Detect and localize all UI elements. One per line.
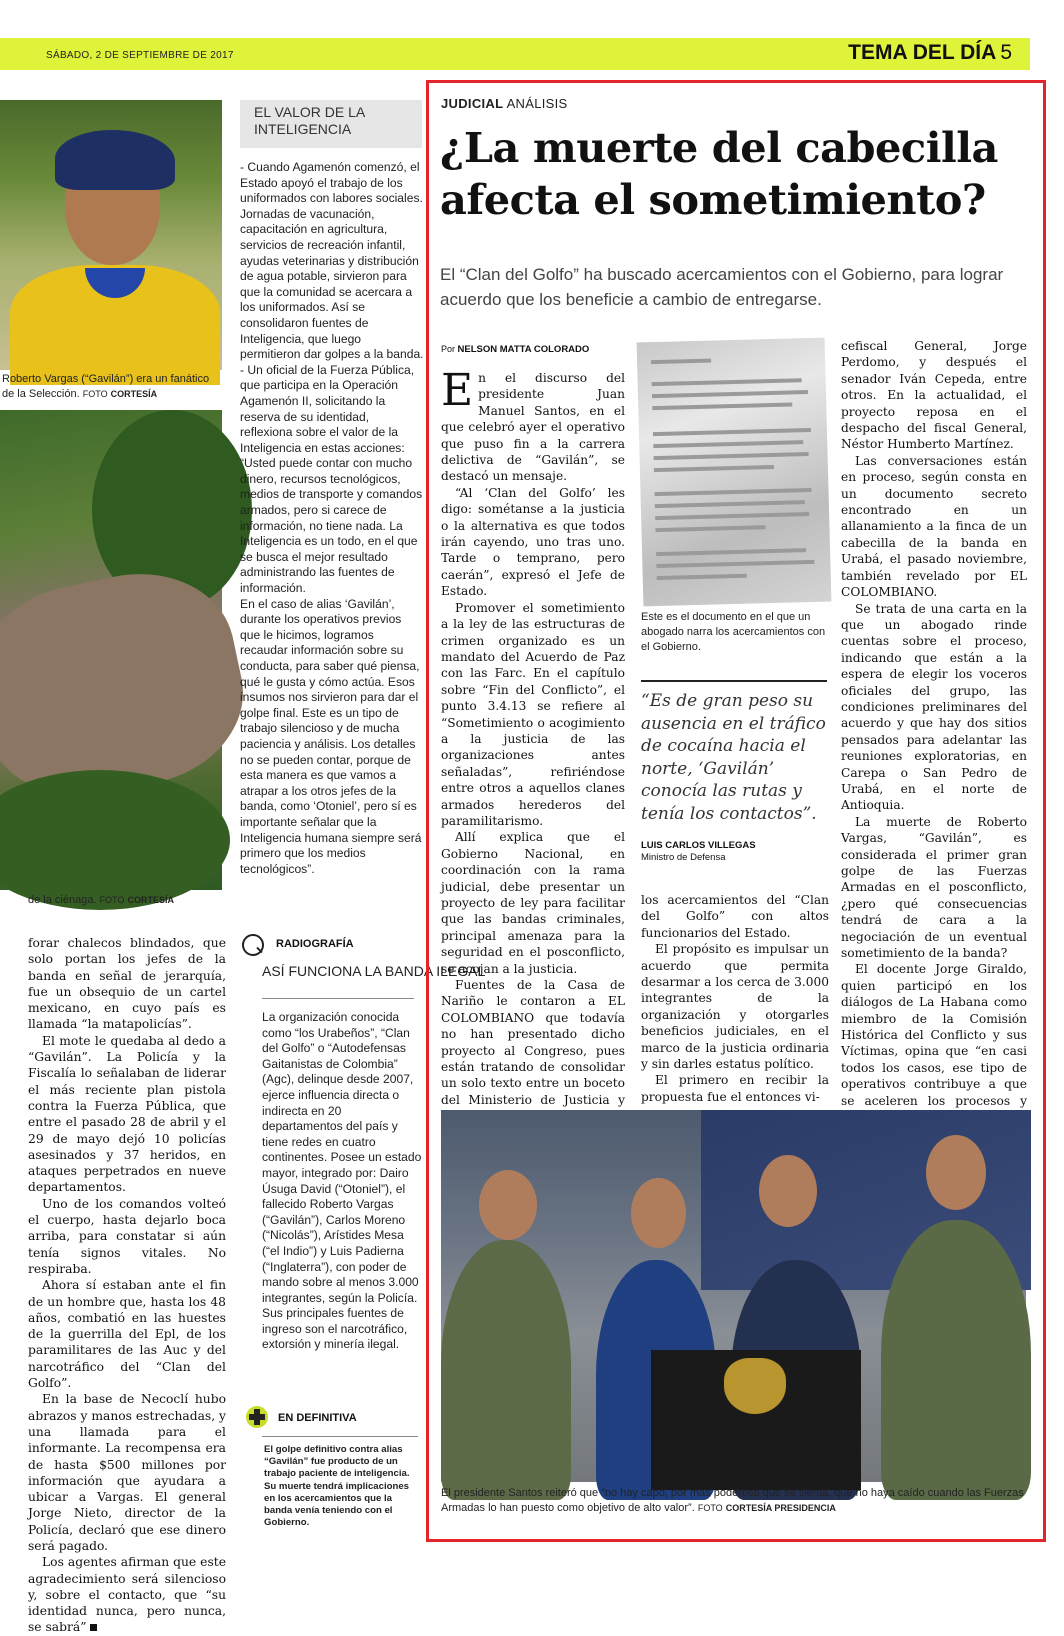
article-column-2 [641, 892, 829, 1105]
gavilan-photo-caption: Roberto Vargas (“Gavilán”) era un fanático de la Selección. FOTO CORTESÍA [2, 373, 210, 400]
divider [262, 998, 414, 999]
paragraph-last: Los agentes afirman que este agradecimiento será silencioso y, sobre el contacto, que “su identidad nunca, pero nunca, se sabrá” [28, 1555, 226, 1635]
press-conference-photo [441, 1110, 1026, 1482]
drop-cap: E [441, 365, 474, 416]
article-headline: ¿La muerte del cabecilla afecta el sometimiento? [440, 123, 998, 224]
end-mark-icon [90, 1624, 97, 1631]
left-body-column [28, 935, 226, 1636]
paragraph: los acercamientos del “Clan del Golfo” con altos funcionarios del Estado. [641, 893, 829, 940]
divider [262, 1436, 418, 1437]
en-definitiva-body: El golpe definitivo contra alias “Gavilán” fue producto de un trabajo paciente de inteligencia. Su muerte tendrá implicaciones en los acercamientos que la banda venía teniendo con el Gobierno. [264, 1444, 410, 1529]
en-definitiva-label: EN DEFINITIVA [278, 1412, 357, 1424]
sidebar-paragraph: En el caso de alias ‘Gavilán’, durante los operativos previos que le hicimos, logramos recaudar información sobre su conducta, para saber qué piensa, qué le gusta y cómo actúa. Esos insumos nos sirvieron para dar el golpe final. Este es un tipo de trabajo silencioso y de mucha paciencia y análisis. Los detalles no se pueden contar, porque de esta manera es que vamos a atrapar a los otros jefes de la banda, como ‘Otoniel’, pero sí es importante señalar que la Inteligencia humana siempre será primero que los medios tecnológicos”. [240, 596, 422, 876]
paragraph: Fuentes de la Casa de Nariño le contaron a EL COLOMBIANO que todavía no han presentado dicho proyecto al Congreso, pues están tratando de consolidar un solo texto entre un boceto del Ministerio de Justicia y [441, 978, 625, 1107]
radiografia-body: La organización conocida como “los Urabeños”, “Clan del Golfo” o “Autodefensas Gaitanistas de Colombia” (Agc), delinque desde 2007, ejerce influencia directa o indirecta en 20 departamentos del país y tiene redes en cuatro continentes. Posee un estado mayor, integrado por: Dairo Úsuga David (“Otoniel”), el fallecido Roberto Vargas (“Gavilán”), Carlos Moreno (“Nicolás”), Arístides Mesa (“el Indio”) y Luis Padierna (“Inglaterra”), con poder de mando sobre al menos 3.000 integrantes, según la Policía. Sus principales fuentes de ingreso son el narcotráfico, extorsión y minería ilegal. [262, 1010, 422, 1352]
pull-quote: “Es de gran peso su ausencia en el tráfico de cocaína hacia el norte, ‘Gavilán’ conocía las rutas y tenía los contactos”. [641, 691, 826, 824]
cross-icon [246, 1406, 268, 1428]
paragraph: El propósito es impulsar un acuerdo que permita desarmar a los cerca de 3.000 integrantes de la organización y otorgarles beneficios judiciales, en el marco de la justicia ordinaria y sin darles estatus político. [641, 942, 829, 1072]
paragraph: El docente Jorge Giraldo, quien participó en los diálogos de La Habana como miembro de la Comisión Histórica del Conflicto y sus Víctimas, opina que “en casi todos los casos, ese tipo de operativos contribuye a que se aceleren los procesos y [841, 962, 1027, 1108]
quote-author: LUIS CARLOS VILLEGAS [641, 840, 756, 851]
press-photo-caption: El presidente Santos reiteró que “no hay capo, por más poderoso que se sienta, que no haya caído cuando las Fuerzas Armadas lo han puesto como objetivo de alto valor”. FOTO CORTESÍA PRESIDENCIA [441, 1487, 1024, 1514]
paragraph: forar chalecos blindados, que solo portan los jefes de la banda en señal de jerarquía, fue un obsequio de un cartel mexicano, en cuyo país es llamada “la matapolicías”. [28, 936, 226, 1032]
paragraph: Las conversaciones están en proceso, según consta en un documento secreto encontrado en un allanamiento a la finca de un cabecilla de la banda en Urabá, el pasado noviembre, también revelado por EL COLOMBIANO. [841, 453, 1027, 600]
swamp-photo-caption: de la ciénaga. FOTO CORTESÍA [28, 894, 174, 906]
coat-of-arms-icon [724, 1358, 786, 1414]
radiografia-title: ASÍ FUNCIONA LA BANDA ILEGAL [262, 963, 486, 979]
paragraph: cefiscal General, Jorge Perdomo, y después el senador Iván Cepeda, entre otros. En la actualidad, el proyecto reposa en el despacho del fiscal General, Néstor Humberto Martínez. [841, 339, 1027, 452]
swamp-photo [0, 410, 222, 890]
quote-role: Ministro de Defensa [641, 852, 726, 863]
document-photo [637, 338, 832, 607]
sidebar-paragraph: “Usted puede contar con mucho dinero, recursos tecnológicos, medios de transporte y comandos armados, pero si carece de información, no tiene nada. La Inteligencia es un todo, en el que se busca el mejor resultado administrando las fuentes de información. [240, 456, 423, 596]
document-photo-caption: Este es el documento en el que un abogado narra los acercamientos con el Gobierno. [641, 611, 826, 653]
paragraph-lead: En el discurso del presidente Juan Manuel Santos, en el que celebró ayer el operativo que puso fin a la carrera delictiva de “Gavilán”, se destacó un mensaje. [441, 365, 625, 484]
page-number: 5 [1000, 41, 1012, 64]
paragraph: Uno de los comandos volteó el cuerpo, hasta dejarlo boca arriba, para constatar si aún tenía signos vitales. No respiraba. [28, 1196, 226, 1276]
sidebar-paragraph: - Cuando Agamenón comenzó, el Estado apoyó el trabajo de los uniformados con labores sociales. Jornadas de vacunación, capacitación en agricultura, servicios de recreación infantil, ayudas veterinarias y distribución de agua potable, sirvieron para que la comunidad se acercara a los uniformados. Así se consolidaron fuentes de Inteligencia, que luego permitieron dar golpes a la banda. [240, 160, 424, 362]
article-deck: El “Clan del Golfo” ha buscado acercamientos con el Gobierno, para lograr acuerdo que los beneficie a cambio de entregarse. [440, 265, 1004, 309]
paragraph: Promover el sometimiento a la ley de las estructuras de crimen organizado es un mandato del Acuerdo de Paz con las Farc. En el capítulo sobre “Fin del Conflicto”, el punto 3.4.13 se refiere al “Sometimiento o acogimiento a la justicia de las organizaciones antes señaladas”, refiriéndose entre otros a aquellos clanes armados herederos del paramilitarismo. [441, 600, 625, 828]
page-header-bar [0, 38, 1030, 70]
article-kicker: JUDICIAL ANÁLISIS [441, 96, 568, 111]
section-title [848, 41, 1012, 65]
paragraph: El primero en recibir la propuesta fue el entonces vi- [641, 1073, 829, 1104]
sidebar-title: EL VALOR DE LA INTELIGENCIA [240, 100, 422, 148]
magnifier-icon [242, 934, 264, 956]
paragraph: Se trata de una carta en la que un abogado rinde cuentas sobre el proceso, indicando que están a la espera de elegir los voceros oficiales del grupo, las condiciones preliminares del acuerdo y que hay dos sitios pensados para adelantar las reuniones exploratorias, en Carepa o San Pedro de Urabá, en el norte de Antioquia. [841, 601, 1027, 813]
paragraph: “Al ‘Clan del Golfo’ les digo: sométanse a la justicia o la alternativa es que todos irán cayendo, uno tras uno. Tarde o temprano, pero caerán”, expresó el Jefe de Estado. [441, 485, 625, 599]
sidebar-paragraph: - Un oficial de la Fuerza Pública, que participa en la Operación Agamenón II, solicitando la reserva de su identidad, reflexiona sobre el valor de la Inteligencia en estas acciones: [240, 362, 415, 455]
paragraph: Allí explica que el Gobierno Nacional, en coordinación con la rama judicial, debe presentar un proyecto de ley para facilitar que las bandas criminales, principal amenaza para la seguridad en el posconflicto, se acojan a la justicia. [441, 830, 625, 976]
sidebar-body [240, 160, 424, 877]
radiografia-label: RADIOGRAFÍA [276, 938, 354, 950]
quote-rule [641, 680, 827, 682]
paragraph: En la base de Necoclí hubo abrazos y manos estrechadas, y una llamada para el informante. La recompensa era de hasta $500 millones por información que ayudara a ubicar a Vargas. El general Jorge Nieto, director de la Policía, declaró que ese dinero será pagado. [28, 1392, 227, 1553]
byline: Por NELSON MATTA COLORADO [441, 344, 590, 355]
paragraph: Ahora sí estaban ante el fin de un hombre que, hasta los 48 años, combatió en las huestes de la guerrilla del Epl, de los paramilitares de las Auc y del narcotráfico del “Clan del Golfo”. [28, 1278, 226, 1391]
paragraph: La muerte de Roberto Vargas, “Gavilán”, es considerada el primer gran golpe de las Fuerzas Armadas en el posconflicto, ¿pero qué consecuencias tendrá de cara a la negociación de un eventual sometimiento de la banda? [841, 814, 1027, 961]
paragraph: El mote le quedaba al dedo a “Gavilán”. La Policía y la Fiscalía lo señalaban de liderar el más reciente plan pistola contra la Fuerza Pública, que entre el pasado 28 de abril y el 29 de mayo dejó 10 policías asesinados y 37 heridos, en ataques perpetrados en nueve departamentos. [28, 1033, 226, 1195]
gavilan-photo [0, 100, 222, 370]
section-name: TEMA DEL DÍA [848, 41, 997, 64]
issue-date: SÁBADO, 2 DE SEPTIEMBRE DE 2017 [46, 50, 234, 61]
